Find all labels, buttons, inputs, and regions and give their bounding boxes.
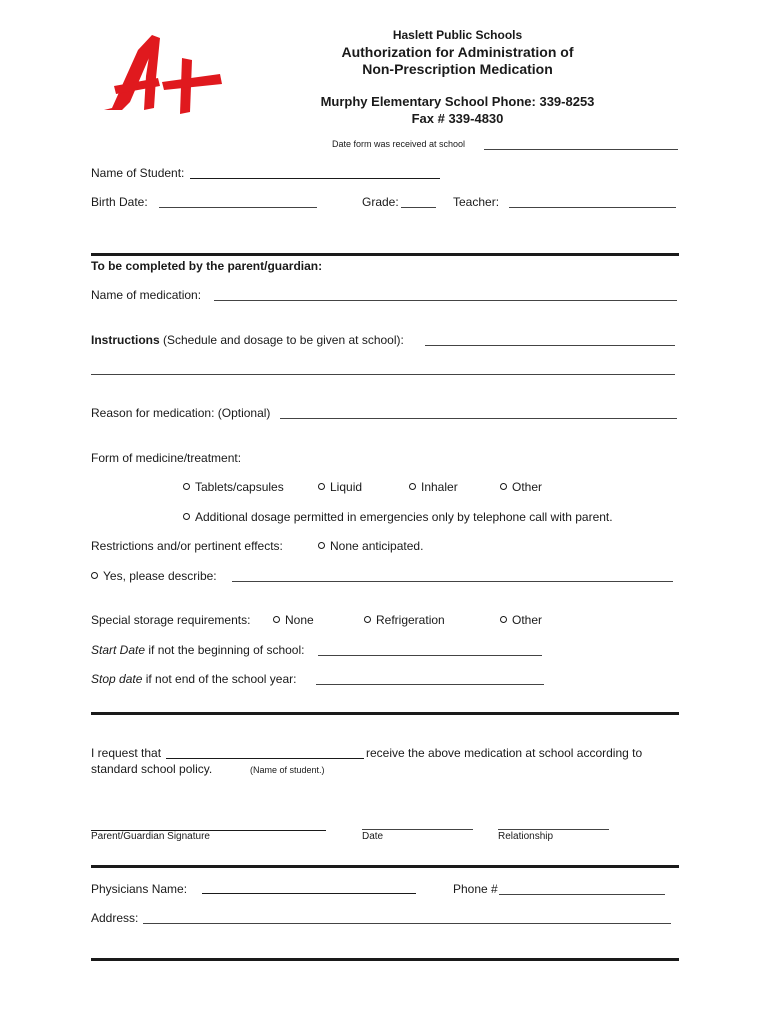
teacher-field[interactable] [509, 207, 676, 208]
storage-option-other[interactable]: Other [500, 613, 542, 627]
radio-circle-icon [318, 483, 325, 490]
reason-field[interactable] [280, 418, 677, 419]
physician-phone-field[interactable] [499, 894, 665, 895]
date-received-label: Date form was received at school [332, 139, 466, 149]
physician-phone-label: Phone # [453, 882, 498, 896]
option-other-form[interactable]: Other [500, 480, 542, 494]
parent-section-heading: To be completed by the parent/guardian: [91, 259, 323, 273]
physician-name-label: Physicians Name: [91, 882, 188, 896]
radio-circle-icon [500, 483, 507, 490]
signature-date-label: Date [362, 831, 384, 842]
stop-date-field[interactable] [316, 684, 544, 685]
radio-circle-icon [364, 616, 371, 623]
radio-circle-icon [183, 513, 190, 520]
radio-circle-icon [318, 542, 325, 549]
radio-circle-icon [91, 572, 98, 579]
restrictions-label: Restrictions and/or pertinent effects: [91, 539, 283, 553]
radio-circle-icon [409, 483, 416, 490]
request-text-pre: I request that [91, 746, 162, 760]
birth-date-label: Birth Date: [91, 195, 148, 209]
grade-label: Grade: [362, 195, 399, 209]
a-plus-logo [100, 30, 225, 115]
grade-field[interactable] [401, 207, 436, 208]
student-name-field[interactable] [190, 178, 440, 179]
request-student-name-field[interactable] [166, 758, 364, 759]
physician-address-field[interactable] [143, 923, 671, 924]
signature-label: Parent/Guardian Signature [91, 831, 210, 842]
start-date-label: Start Date if not the beginning of school: [91, 643, 305, 657]
form-title-line2: Non-Prescription Medication [362, 61, 553, 77]
stop-date-label: Stop date if not end of the school year: [91, 672, 297, 686]
option-tablets[interactable]: Tablets/capsules [183, 480, 284, 494]
medication-name-label: Name of medication: [91, 288, 202, 302]
option-none-anticipated[interactable]: None anticipated. [318, 539, 423, 553]
radio-circle-icon [273, 616, 280, 623]
birth-date-field[interactable] [159, 207, 317, 208]
student-name-label: Name of Student: [91, 166, 185, 180]
form-title-line1: Authorization for Administration of [341, 44, 574, 60]
section-divider [91, 958, 679, 961]
district-name: Haslett Public Schools [392, 28, 523, 42]
fax-line: Fax # 339-4830 [411, 111, 504, 126]
medication-name-field[interactable] [214, 300, 677, 301]
physician-name-field[interactable] [202, 893, 416, 894]
request-text-post: receive the above medication at school according to [366, 746, 643, 760]
date-received-field[interactable] [484, 149, 678, 150]
radio-circle-icon [500, 616, 507, 623]
form-of-medicine-label: Form of medicine/treatment: [91, 451, 242, 465]
instructions-field-line2[interactable] [91, 374, 675, 375]
option-additional-dosage[interactable]: Additional dosage permitted in emergencies only by telephone call with parent. [183, 510, 613, 524]
section-divider [91, 865, 679, 868]
start-date-field[interactable] [318, 655, 542, 656]
option-liquid[interactable]: Liquid [318, 480, 362, 494]
storage-option-none[interactable]: None [273, 613, 314, 627]
reason-label: Reason for medication: (Optional) [91, 406, 271, 420]
physician-address-label: Address: [91, 911, 139, 925]
section-divider [91, 253, 679, 256]
storage-option-refrigeration[interactable]: Refrigeration [364, 613, 445, 627]
instructions-label: Instructions (Schedule and dosage to be given at school): [91, 333, 404, 347]
storage-label: Special storage requirements: [91, 613, 251, 627]
student-name-hint: (Name of student.) [250, 765, 325, 775]
section-divider [91, 712, 679, 715]
relationship-label: Relationship [498, 831, 554, 842]
instructions-field[interactable] [425, 345, 675, 346]
signature-date-field[interactable] [362, 829, 473, 830]
relationship-field[interactable] [498, 829, 609, 830]
radio-circle-icon [183, 483, 190, 490]
option-yes-describe[interactable]: Yes, please describe: [91, 569, 217, 583]
describe-field[interactable] [232, 581, 673, 582]
request-text-line2: standard school policy. [91, 762, 213, 776]
option-inhaler[interactable]: Inhaler [409, 480, 458, 494]
school-phone-line: Murphy Elementary School Phone: 339-8253 [320, 94, 595, 109]
teacher-label: Teacher: [453, 195, 500, 209]
